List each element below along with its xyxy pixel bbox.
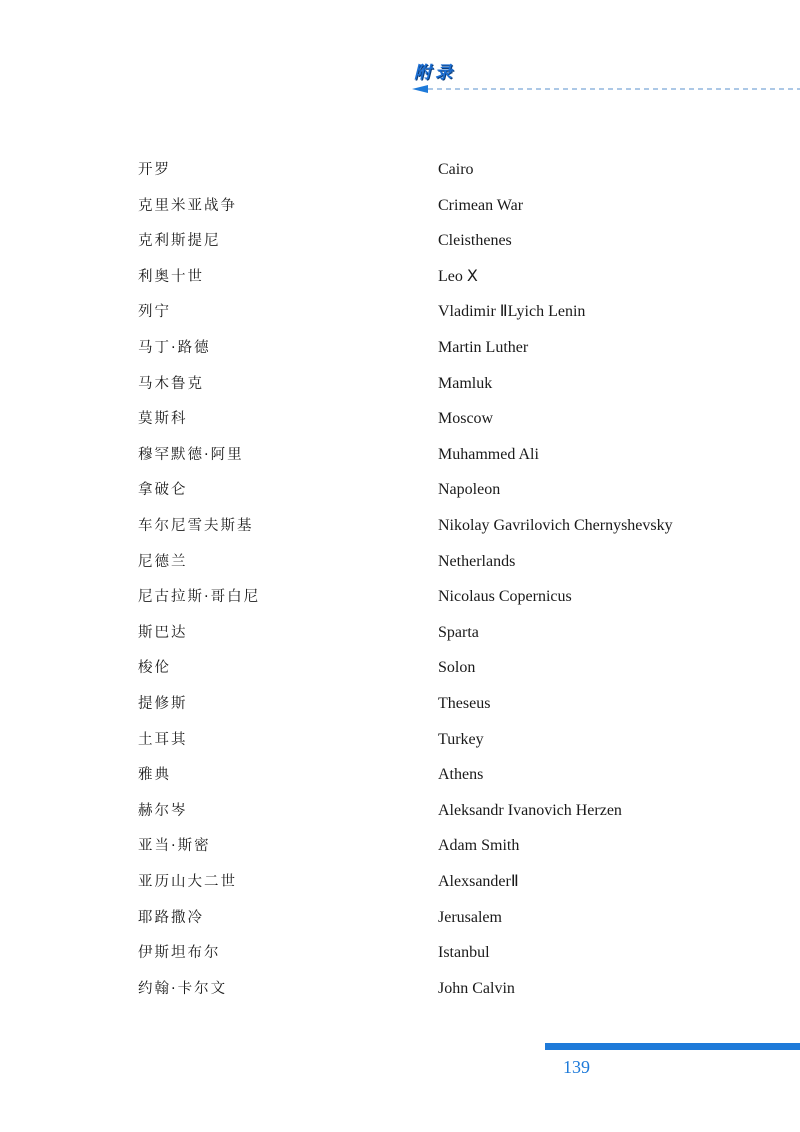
english-term: Leo Ⅹ	[438, 267, 478, 285]
glossary-entry	[0, 508, 800, 544]
english-term: Nicolaus Copernicus	[438, 588, 572, 606]
glossary-entry	[0, 294, 800, 330]
english-term: Mamluk	[438, 374, 493, 392]
english-term: Adam Smith	[438, 837, 520, 855]
chinese-term: 开罗	[138, 162, 171, 178]
chinese-term: 雅典	[138, 767, 171, 784]
chinese-term: 约翰·卡尔文	[138, 980, 228, 997]
chinese-term: 土耳其	[138, 731, 188, 748]
glossary-entry	[0, 437, 800, 473]
chinese-term: 耶路撒冷	[138, 909, 204, 926]
glossary-entry	[0, 900, 800, 936]
english-term: AlexsanderⅡ	[438, 873, 519, 890]
chinese-term: 拿破仑	[138, 482, 188, 499]
english-term: Nikolay Gavrilovich Chernyshevsky	[438, 517, 673, 534]
glossary-entry	[0, 828, 800, 864]
glossary-entry	[0, 650, 800, 686]
english-term: Crimean War	[438, 196, 524, 214]
chinese-term: 亚当·斯密	[138, 838, 211, 855]
english-term: Solon	[438, 659, 476, 677]
english-term: Turkey	[438, 730, 484, 748]
glossary-entry	[0, 330, 800, 366]
glossary-entry	[0, 615, 800, 651]
glossary-entry	[0, 864, 800, 900]
english-term: Vladimir ⅡLyich Lenin	[438, 303, 586, 321]
glossary-entry	[0, 152, 800, 188]
chinese-term: 克利斯提尼	[138, 233, 221, 250]
header-title: 附录	[414, 63, 456, 83]
glossary-entry	[0, 935, 800, 971]
chinese-term: 克里米亚战争	[138, 197, 237, 214]
glossary-entry	[0, 686, 800, 722]
chinese-term: 尼德兰	[138, 553, 188, 570]
glossary-entry	[0, 544, 800, 580]
glossary-entry	[0, 472, 800, 508]
chinese-term: 亚历山大二世	[138, 874, 237, 890]
chinese-term: 斯巴达	[138, 624, 188, 641]
glossary-entry	[0, 971, 800, 1007]
english-term: John Calvin	[438, 979, 515, 997]
chinese-term: 穆罕默德·阿里	[138, 446, 244, 463]
english-term: Moscow	[438, 410, 494, 428]
glossary-entry	[0, 579, 800, 615]
glossary-entry	[0, 223, 800, 259]
chinese-term: 马木鲁克	[138, 375, 204, 392]
english-term: Aleksandr Ivanovich Herzen	[438, 801, 622, 819]
chinese-term: 利奥十世	[138, 268, 204, 285]
glossary-entry	[0, 793, 800, 829]
chinese-term: 伊斯坦布尔	[138, 945, 221, 962]
chinese-term: 提修斯	[138, 696, 188, 712]
header-dashed-rule	[412, 83, 800, 95]
glossary-entry	[0, 401, 800, 437]
english-term: Theseus	[438, 695, 491, 712]
english-term: Istanbul	[438, 944, 490, 962]
chinese-term: 莫斯科	[138, 411, 188, 428]
header-arrow-icon	[412, 85, 428, 93]
chinese-term: 车尔尼雪夫斯基	[138, 518, 254, 534]
footer-bar	[545, 1043, 800, 1050]
glossary-entry	[0, 757, 800, 793]
chinese-term: 梭伦	[138, 660, 171, 677]
chinese-term: 马丁·路德	[138, 340, 211, 356]
glossary-entry	[0, 722, 800, 758]
glossary-entry	[0, 188, 800, 224]
english-term: Napoleon	[438, 481, 501, 499]
english-term: Jerusalem	[438, 908, 502, 926]
english-term: Sparta	[438, 623, 479, 641]
english-term: Athens	[438, 766, 484, 784]
chinese-term: 列宁	[138, 304, 171, 321]
english-term: Cairo	[438, 161, 474, 178]
english-term: Martin Luther	[438, 339, 529, 356]
chinese-term: 尼古拉斯·哥白尼	[138, 589, 261, 606]
chinese-term: 赫尔岑	[138, 802, 188, 819]
english-term: Cleisthenes	[438, 232, 512, 250]
glossary-entry	[0, 259, 800, 295]
english-term: Muhammed Ali	[438, 445, 539, 463]
page-number: 139	[563, 1057, 590, 1077]
english-term: Netherlands	[438, 552, 516, 570]
glossary-entry	[0, 366, 800, 402]
